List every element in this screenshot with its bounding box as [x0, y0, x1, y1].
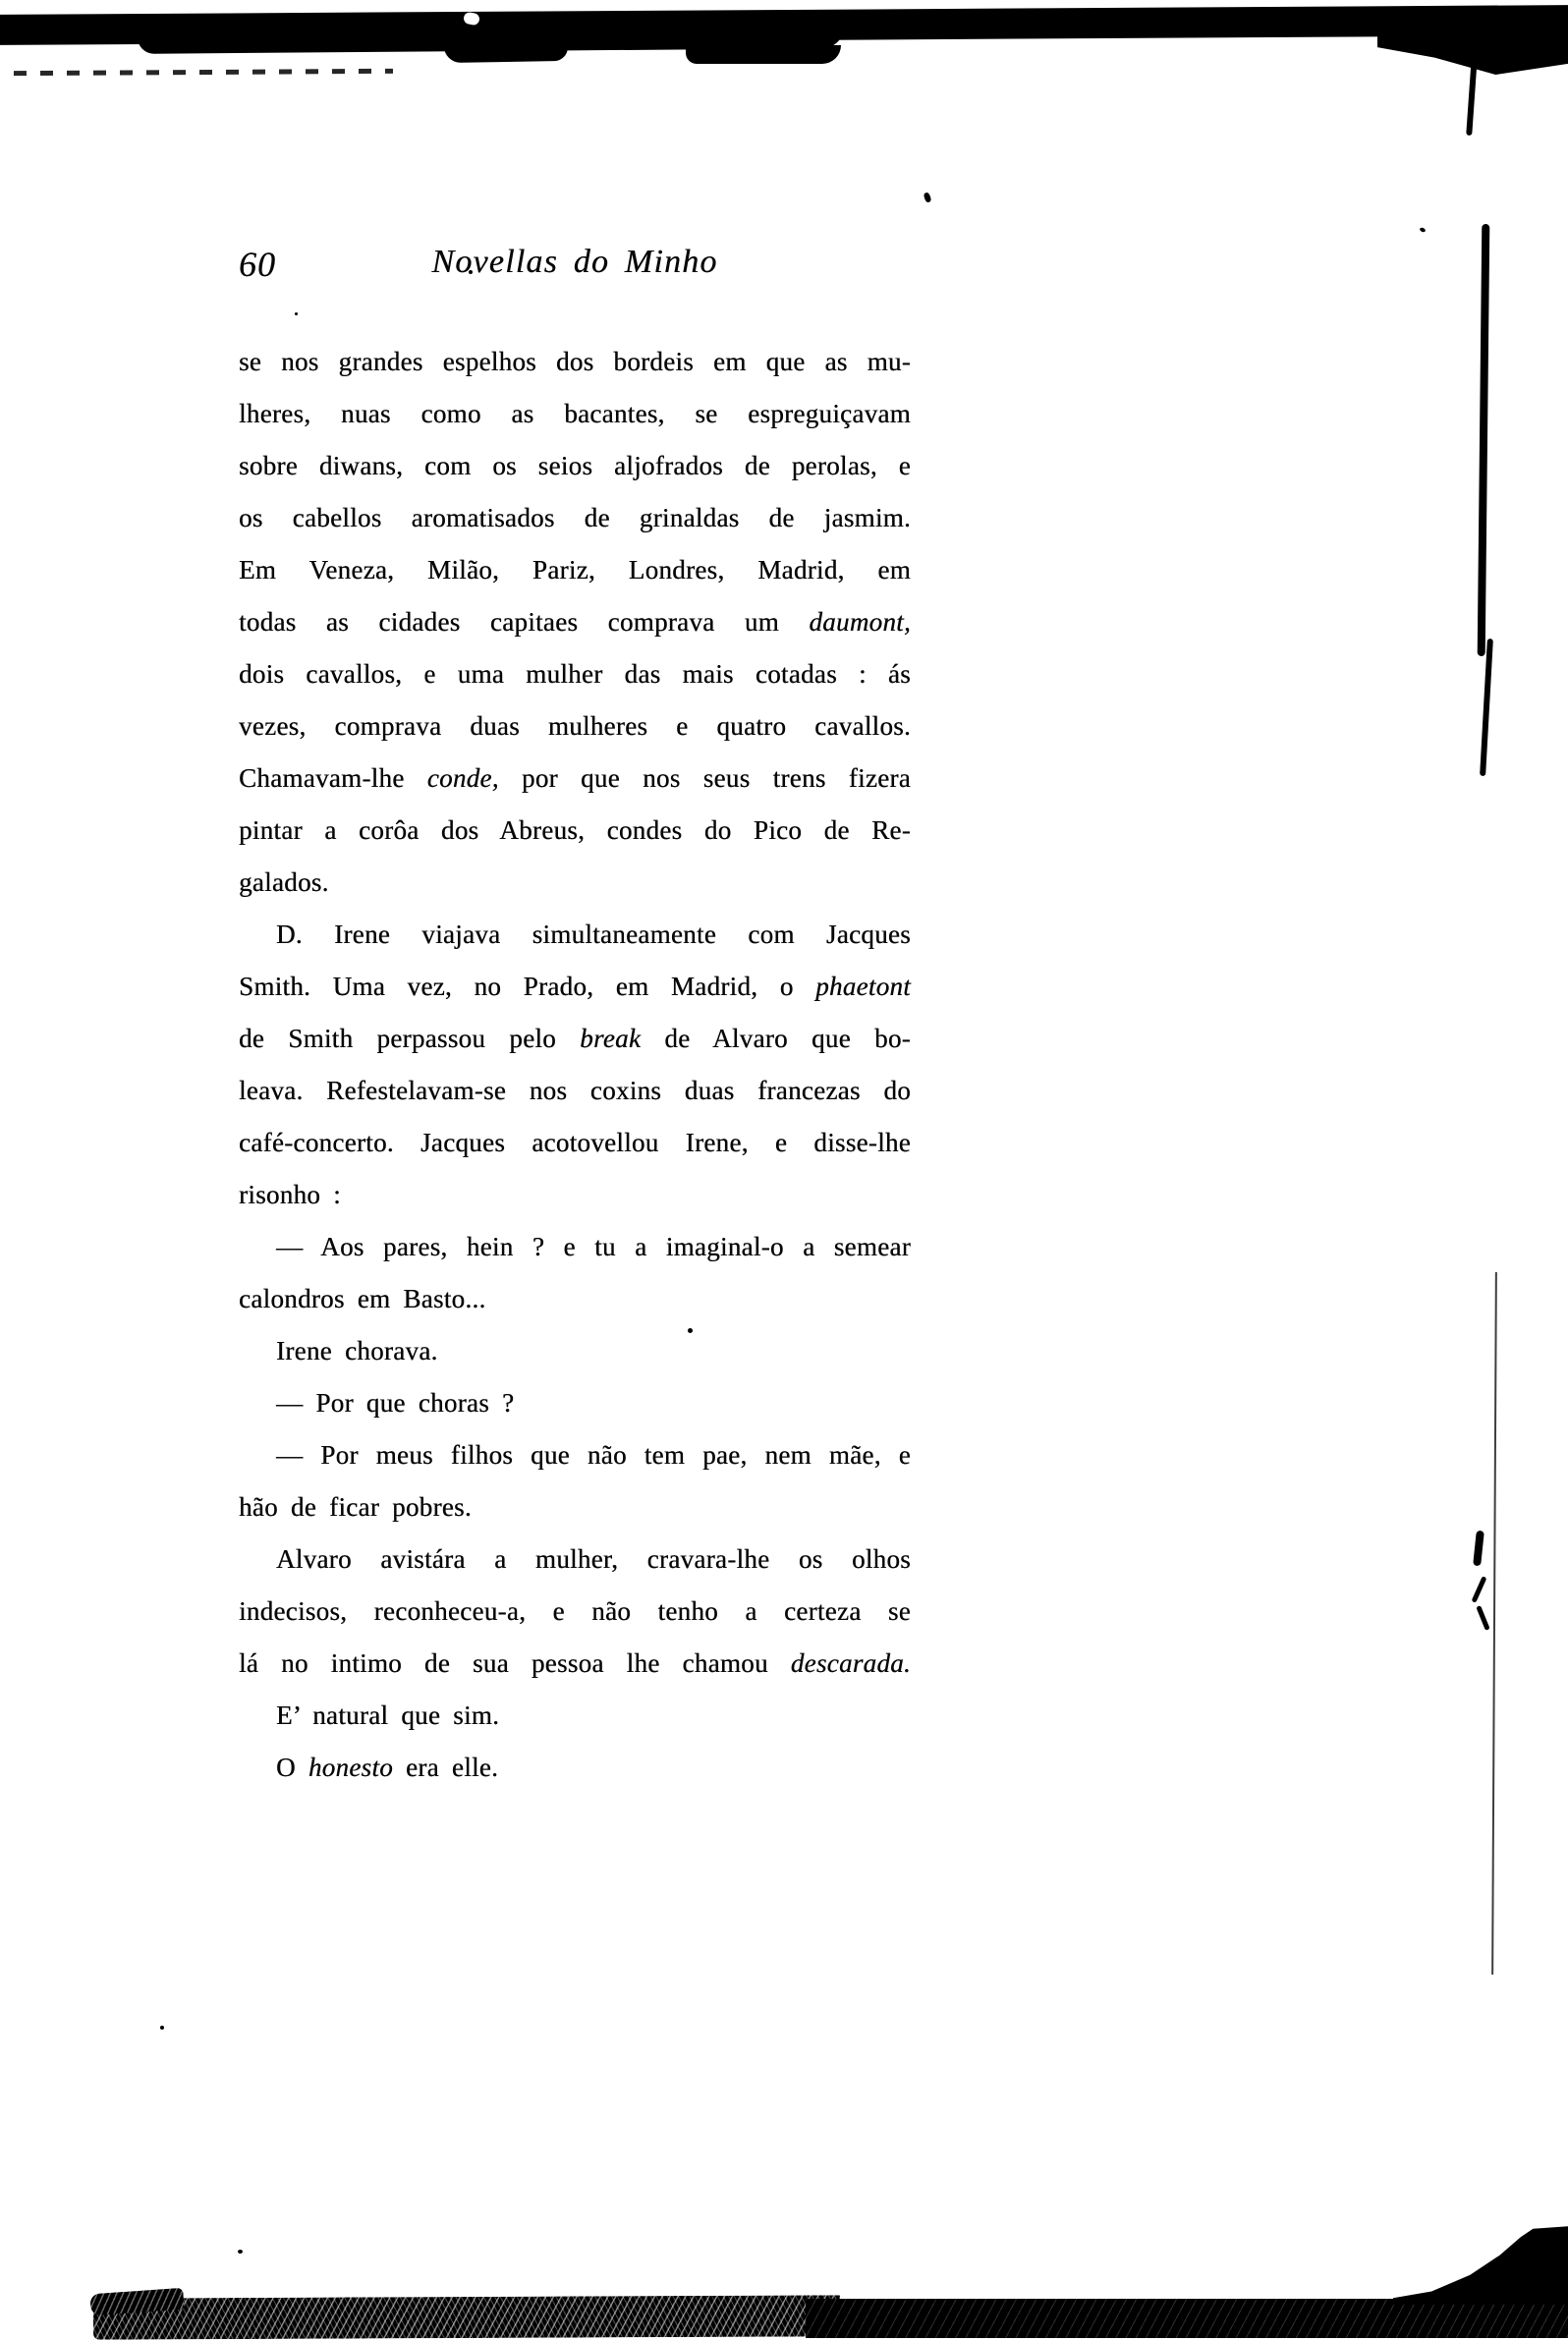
- text-line: [239, 648, 911, 700]
- page-header-title: Novellas do Minho: [431, 244, 718, 280]
- text-segment: risonho :: [239, 1180, 341, 1209]
- text-line: [239, 1690, 911, 1742]
- text-line: [239, 1325, 911, 1377]
- text-line: [239, 544, 911, 596]
- text-line: [239, 1013, 911, 1065]
- text-line: [239, 1273, 911, 1325]
- text-line: [239, 1533, 911, 1586]
- text-line: [239, 752, 911, 805]
- text-line: [239, 700, 911, 752]
- ink-speck: [295, 312, 298, 315]
- italic-text-segment: descarada.: [790, 1648, 911, 1678]
- text-line: [239, 1742, 911, 1794]
- italic-text-segment: daumont,: [809, 607, 911, 637]
- text-line: [239, 440, 911, 492]
- text-line: [239, 492, 911, 544]
- text-segment: lheres, nuas como as bacantes, se espreguiçavam: [239, 399, 911, 428]
- text-line: [239, 1221, 911, 1273]
- text-line: [239, 805, 911, 857]
- text-segment: lá no intimo de sua pessoa lhe chamou: [239, 1648, 791, 1678]
- text-segment: de Smith perpassou pelo: [239, 1024, 581, 1053]
- text-segment: Chamavam-lhe: [239, 763, 427, 793]
- scan-artifact-bottom-band: [806, 2299, 1568, 2338]
- text-line: [239, 596, 911, 648]
- italic-text-segment: conde,: [426, 763, 499, 793]
- ink-speck: [1419, 227, 1426, 233]
- text-segment: era elle.: [392, 1753, 499, 1782]
- text-segment: todas as cidades capitaes comprava um: [239, 607, 810, 637]
- scan-artifact-right-hairline: [1491, 1272, 1497, 1975]
- scan-artifact-top-band-bump: [444, 44, 568, 63]
- text-line: [239, 1065, 911, 1117]
- text-line: [239, 1586, 911, 1638]
- text-segment: indecisos, reconheceu-a, e não tenho a certeza se: [239, 1596, 911, 1626]
- page-number: 60: [239, 245, 276, 284]
- scan-artifact-bottom-wedge: [1393, 2222, 1568, 2305]
- text-line: [239, 1481, 911, 1533]
- text-line: [239, 1377, 911, 1429]
- text-segment: leava. Refestelavam-se nos coxins duas francezas do: [239, 1076, 911, 1105]
- text-segment: Em Veneza, Milão, Pariz, Londres, Madrid, em: [239, 555, 911, 585]
- text-line: [239, 388, 911, 440]
- text-line: [239, 1638, 911, 1690]
- scan-artifact-right-edge-line: [1478, 224, 1490, 656]
- text-segment: café-concerto. Jacques acotovellou Irene, e disse-lhe: [239, 1128, 911, 1157]
- text-segment: vezes, comprava duas mulheres e quatro cavallos.: [239, 711, 911, 741]
- text-segment: D. Irene viajava simultaneamente com Jacques: [276, 920, 911, 949]
- text-segment: de Alvaro que bo-: [641, 1024, 911, 1053]
- text-segment: Irene chorava.: [276, 1336, 438, 1366]
- text-segment: — Aos pares, hein ? e tu a imaginal-o a semear: [276, 1232, 911, 1261]
- scan-artifact-corner-stub: [1466, 57, 1478, 136]
- scan-artifact-right-edge-line: [1480, 639, 1493, 776]
- scan-artifact-bottom-band: [93, 2295, 840, 2339]
- scan-artifact-dashed-line: [14, 69, 393, 76]
- text-line: [239, 1117, 911, 1169]
- italic-text-segment: honesto: [308, 1753, 393, 1782]
- text-segment: por que nos seus trens fizera: [498, 763, 911, 793]
- text-segment: Alvaro avistára a mulher, cravara-lhe os olhos: [276, 1544, 911, 1574]
- text-segment: os cabellos aromatisados de grinaldas de jasmim.: [239, 503, 911, 532]
- page-text: [239, 336, 911, 1794]
- ink-speck: [238, 2250, 243, 2254]
- text-segment: se nos grandes espelhos dos bordeis em que as mu-: [239, 347, 911, 376]
- text-segment: sobre diwans, com os seios aljofrados de perolas, e: [239, 451, 911, 480]
- text-line: [239, 857, 911, 909]
- text-segment: Smith. Uma vez, no Prado, em Madrid, o: [239, 972, 816, 1001]
- text-segment: hão de ficar pobres.: [239, 1492, 472, 1522]
- text-line: [239, 1169, 911, 1221]
- scan-artifact-top-band-bump: [686, 45, 841, 64]
- text-line: [239, 336, 911, 388]
- text-segment: O: [276, 1753, 308, 1782]
- scan-artifact-right-mark: [1472, 1576, 1487, 1603]
- text-segment: galados.: [239, 867, 329, 897]
- scan-artifact-right-mark: [1473, 1531, 1484, 1567]
- text-line: [239, 909, 911, 961]
- italic-text-segment: break: [580, 1024, 642, 1053]
- italic-text-segment: phaetont: [815, 972, 911, 1001]
- text-segment: — Por que choras ?: [276, 1388, 515, 1418]
- text-segment: dois cavallos, e uma mulher das mais cotadas : ás: [239, 659, 911, 689]
- ink-speck: [923, 192, 931, 202]
- text-line: [239, 961, 911, 1013]
- scan-artifact-right-mark: [1476, 1605, 1489, 1631]
- text-segment: pintar a corôa dos Abreus, condes do Pico de Re-: [239, 815, 911, 845]
- text-segment: calondros em Basto...: [239, 1284, 486, 1313]
- ink-speck: [160, 2026, 164, 2030]
- text-segment: — Por meus filhos que não tem pae, nem mãe, e: [276, 1440, 911, 1470]
- text-line: [239, 1429, 911, 1481]
- text-segment: E’ natural que sim.: [276, 1700, 500, 1730]
